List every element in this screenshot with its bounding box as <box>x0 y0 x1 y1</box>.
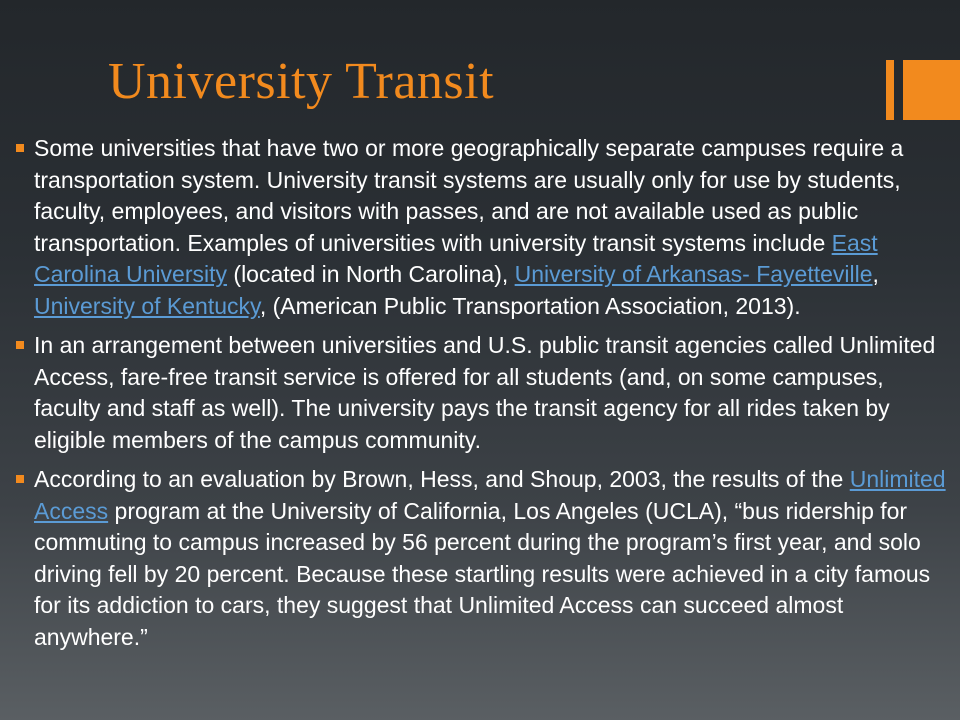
bullet-text: , (American Public Transportation Association, 2013). <box>259 292 801 319</box>
square-bullet-icon <box>16 144 24 152</box>
link-east-carolina-university[interactable]: East Carolina University <box>34 229 878 287</box>
square-bullet-icon <box>16 341 24 349</box>
square-bullet-icon <box>16 475 24 483</box>
link-unlimited-access[interactable]: Unlimited Access <box>34 466 946 524</box>
slide-content <box>16 133 956 661</box>
accent-block <box>903 60 960 120</box>
bullet-text: In an arrangement between universities and U.S. public transit agencies called Unlimited Access, fare-free transit service is offered for all students (and, on some campuses, faculty and staff as well). The university pays the transit agency for all rides taken by eligible members of the campus community. <box>34 332 936 453</box>
accent-bar-thin <box>886 60 894 120</box>
bullet-text: Some universities that have two or more geographically separate campuses require a transportation system. University transit systems are usually only for use by students, faculty, employees, and visitors with passes, and are not available used as public transportation. Examples of universities with university transit systems include <box>34 135 904 256</box>
bullet-text: (located in North Carolina), <box>227 261 515 287</box>
bullet-item-university-transit <box>16 133 956 322</box>
link-university-of-kentucky[interactable]: University of Kentucky <box>34 292 260 319</box>
link-university-of-arkansas[interactable]: University of Arkansas- Fayetteville <box>514 261 873 287</box>
bullet-text: program at the University of California, Los Angeles (UCLA), “bus ridership for commuting to campus increased by 56 percent during the program’s first year, and solo driving fell by 20 percent. Because these startling results were achieved in a city famous for its addiction to cars, they suggest that Unlimited Access can succeed almost anywhere.” <box>34 497 931 650</box>
bullet-text: , <box>872 261 879 287</box>
bullet-item-ucla-evaluation <box>16 464 956 653</box>
bullet-item-unlimited-access <box>16 330 956 456</box>
slide-title: University Transit <box>108 53 495 110</box>
bullet-text: According to an evaluation by Brown, Hess, and Shoup, 2003, the results of the <box>34 466 850 492</box>
